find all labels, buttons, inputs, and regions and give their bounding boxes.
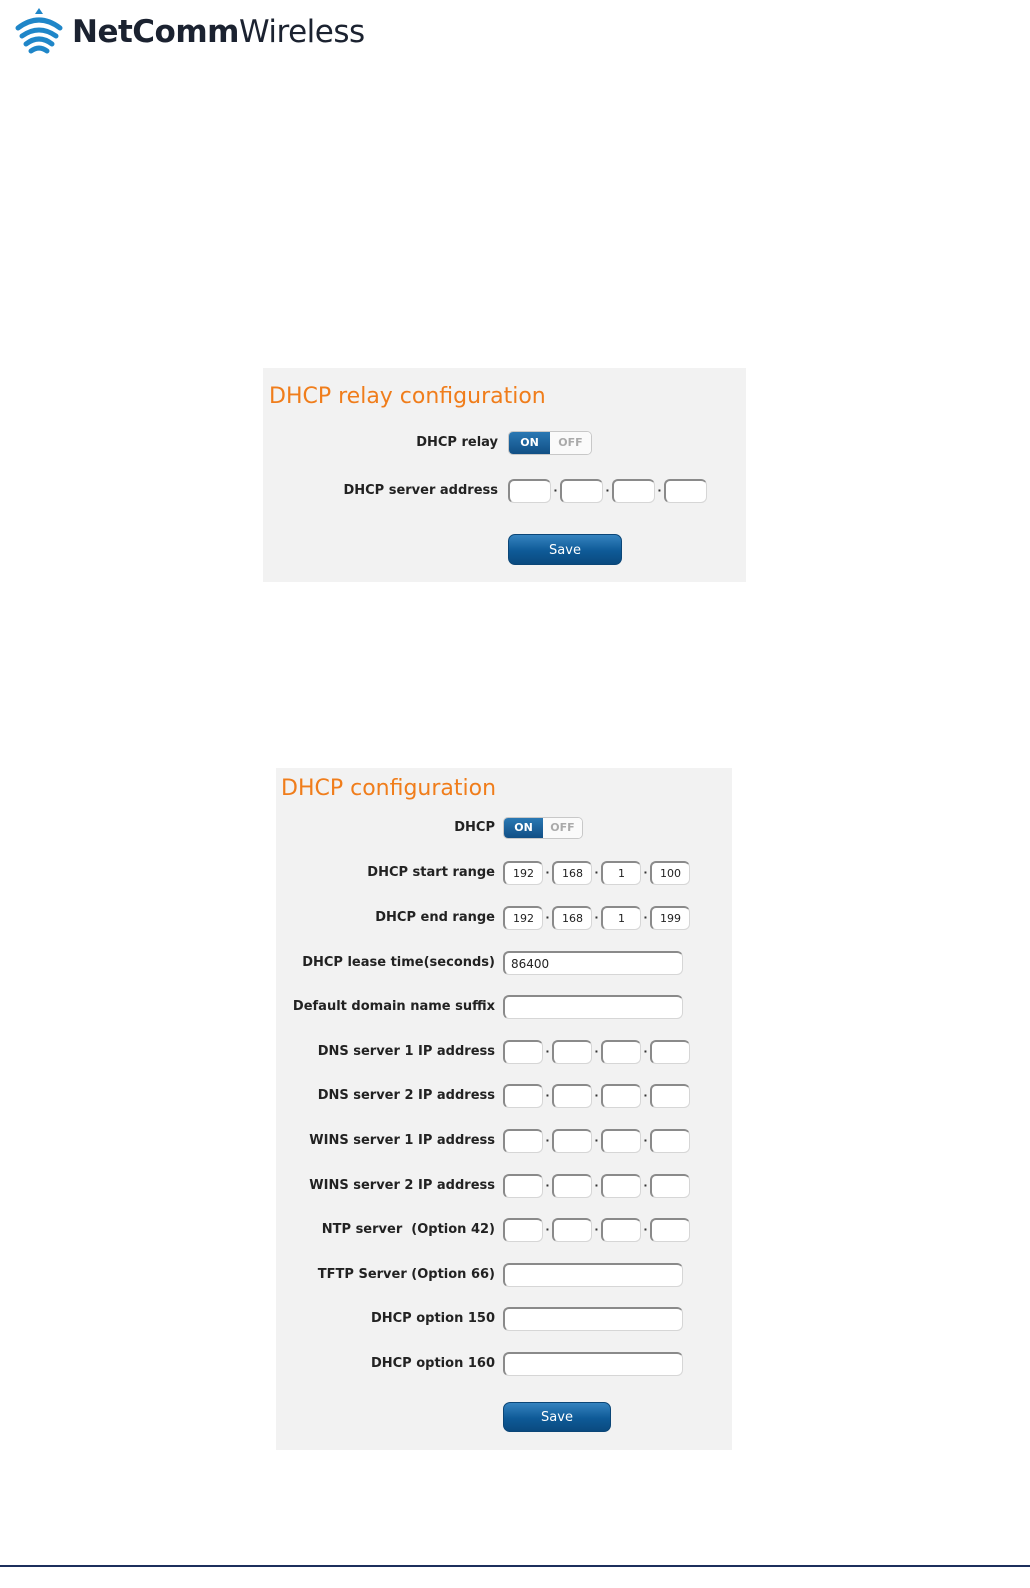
octet-separator: ·: [545, 866, 550, 879]
octet-separator: ·: [594, 1089, 599, 1102]
dns1-octet-4[interactable]: [650, 1040, 690, 1064]
dns2-label: DNS server 2 IP address: [317, 1088, 495, 1103]
opt150-row: [276, 1304, 732, 1334]
dhcp-toggle[interactable]: [503, 817, 583, 839]
wins2-octet-3[interactable]: [601, 1174, 641, 1198]
octet-separator: ·: [643, 1179, 648, 1192]
ntp-label: NTP server (Option 42): [321, 1222, 495, 1237]
octet-separator: ·: [545, 911, 550, 924]
dhcp-config-panel: [276, 768, 732, 1450]
tftp-row: [276, 1260, 732, 1290]
dns2-octet-3[interactable]: [601, 1084, 641, 1108]
ntp-octet-2[interactable]: [552, 1218, 592, 1242]
dns2-row: [276, 1081, 732, 1111]
octet-separator: ·: [553, 484, 558, 497]
toggle-on[interactable]: ON: [504, 818, 543, 838]
dhcp-toggle-row: [276, 813, 732, 843]
netcomm-logo: [10, 6, 365, 58]
wins1-row: [276, 1126, 732, 1156]
toggle-off[interactable]: OFF: [543, 818, 582, 838]
start-octet-1[interactable]: [503, 861, 543, 885]
start-octet-4[interactable]: [650, 861, 690, 885]
end-octet-1[interactable]: [503, 906, 543, 930]
relay-save-button[interactable]: Save: [508, 534, 622, 565]
domain-suffix-label: Default domain name suffix: [292, 999, 495, 1014]
octet-separator: ·: [643, 866, 648, 879]
octet-separator: ·: [643, 911, 648, 924]
start-octet-2[interactable]: [552, 861, 592, 885]
dhcp-start-label: DHCP start range: [367, 865, 495, 880]
octet-separator: ·: [643, 1134, 648, 1147]
ntp-octet-3[interactable]: [601, 1218, 641, 1242]
ntp-row: [276, 1215, 732, 1245]
opt160-row: [276, 1349, 732, 1379]
octet-separator: ·: [594, 1223, 599, 1236]
footer-divider: [0, 1565, 1030, 1567]
wins2-octet-4[interactable]: [650, 1174, 690, 1198]
dns2-octet-2[interactable]: [552, 1084, 592, 1108]
suffix-row: [276, 992, 732, 1022]
dhcp-relay-label: DHCP relay: [416, 435, 498, 450]
relay-server-row: [263, 476, 746, 506]
option-150-label: DHCP option 150: [370, 1311, 495, 1326]
wins1-octet-3[interactable]: [601, 1129, 641, 1153]
domain-suffix-input[interactable]: [503, 995, 683, 1019]
dhcp-save-button[interactable]: Save: [503, 1402, 611, 1432]
option-150-input[interactable]: [503, 1307, 683, 1331]
dhcp-panel-title: DHCP configuration: [281, 776, 497, 801]
end-octet-3[interactable]: [601, 906, 641, 930]
octet-separator: ·: [594, 1134, 599, 1147]
dns1-label: DNS server 1 IP address: [317, 1044, 495, 1059]
octet-separator: ·: [594, 866, 599, 879]
toggle-off[interactable]: OFF: [550, 432, 591, 454]
dns1-octet-1[interactable]: [503, 1040, 543, 1064]
server-octet-2[interactable]: [560, 479, 603, 503]
brand-name: NetCommWireless: [72, 13, 365, 50]
octet-separator: ·: [545, 1045, 550, 1058]
server-octet-1[interactable]: [508, 479, 551, 503]
dhcp-label: DHCP: [454, 820, 495, 835]
lease-time-input[interactable]: [503, 951, 683, 975]
wins2-octet-1[interactable]: [503, 1174, 543, 1198]
lease-time-label: DHCP lease time(seconds): [302, 955, 495, 970]
server-octet-4[interactable]: [664, 479, 707, 503]
octet-separator: ·: [643, 1223, 648, 1236]
end-octet-4[interactable]: [650, 906, 690, 930]
octet-separator: ·: [643, 1045, 648, 1058]
toggle-on[interactable]: ON: [509, 432, 550, 454]
dhcp-end-row: [276, 903, 732, 933]
tftp-label: TFTP Server (Option 66): [317, 1267, 495, 1282]
wins2-row: [276, 1171, 732, 1201]
lease-row: [276, 948, 732, 978]
dns1-octet-3[interactable]: [601, 1040, 641, 1064]
octet-separator: ·: [594, 911, 599, 924]
wins1-octet-2[interactable]: [552, 1129, 592, 1153]
relay-panel-title: DHCP relay configuration: [269, 384, 546, 409]
ntp-octet-4[interactable]: [650, 1218, 690, 1242]
ntp-octet-1[interactable]: [503, 1218, 543, 1242]
octet-separator: ·: [605, 484, 610, 497]
octet-separator: ·: [545, 1089, 550, 1102]
octet-separator: ·: [594, 1045, 599, 1058]
tftp-input[interactable]: [503, 1263, 683, 1287]
wifi-logo-icon: [10, 6, 68, 58]
dns1-octet-2[interactable]: [552, 1040, 592, 1064]
option-160-label: DHCP option 160: [370, 1356, 495, 1371]
wins1-octet-1[interactable]: [503, 1129, 543, 1153]
octet-separator: ·: [594, 1179, 599, 1192]
octet-separator: ·: [545, 1179, 550, 1192]
octet-separator: ·: [545, 1134, 550, 1147]
wins1-label: WINS server 1 IP address: [309, 1133, 495, 1148]
wins2-octet-2[interactable]: [552, 1174, 592, 1198]
dhcp-server-address-label: DHCP server address: [343, 483, 498, 498]
dns2-octet-1[interactable]: [503, 1084, 543, 1108]
dhcp-relay-toggle[interactable]: [508, 431, 592, 455]
dns1-row: [276, 1037, 732, 1067]
dhcp-end-label: DHCP end range: [375, 910, 495, 925]
dns2-octet-4[interactable]: [650, 1084, 690, 1108]
option-160-input[interactable]: [503, 1352, 683, 1376]
relay-toggle-row: [263, 428, 746, 458]
start-octet-3[interactable]: [601, 861, 641, 885]
wins1-octet-4[interactable]: [650, 1129, 690, 1153]
wins2-label: WINS server 2 IP address: [309, 1178, 495, 1193]
end-octet-2[interactable]: [552, 906, 592, 930]
octet-separator: ·: [657, 484, 662, 497]
server-octet-3[interactable]: [612, 479, 655, 503]
dhcp-relay-panel: [263, 368, 746, 582]
octet-separator: ·: [545, 1223, 550, 1236]
octet-separator: ·: [643, 1089, 648, 1102]
dhcp-start-row: [276, 858, 732, 888]
